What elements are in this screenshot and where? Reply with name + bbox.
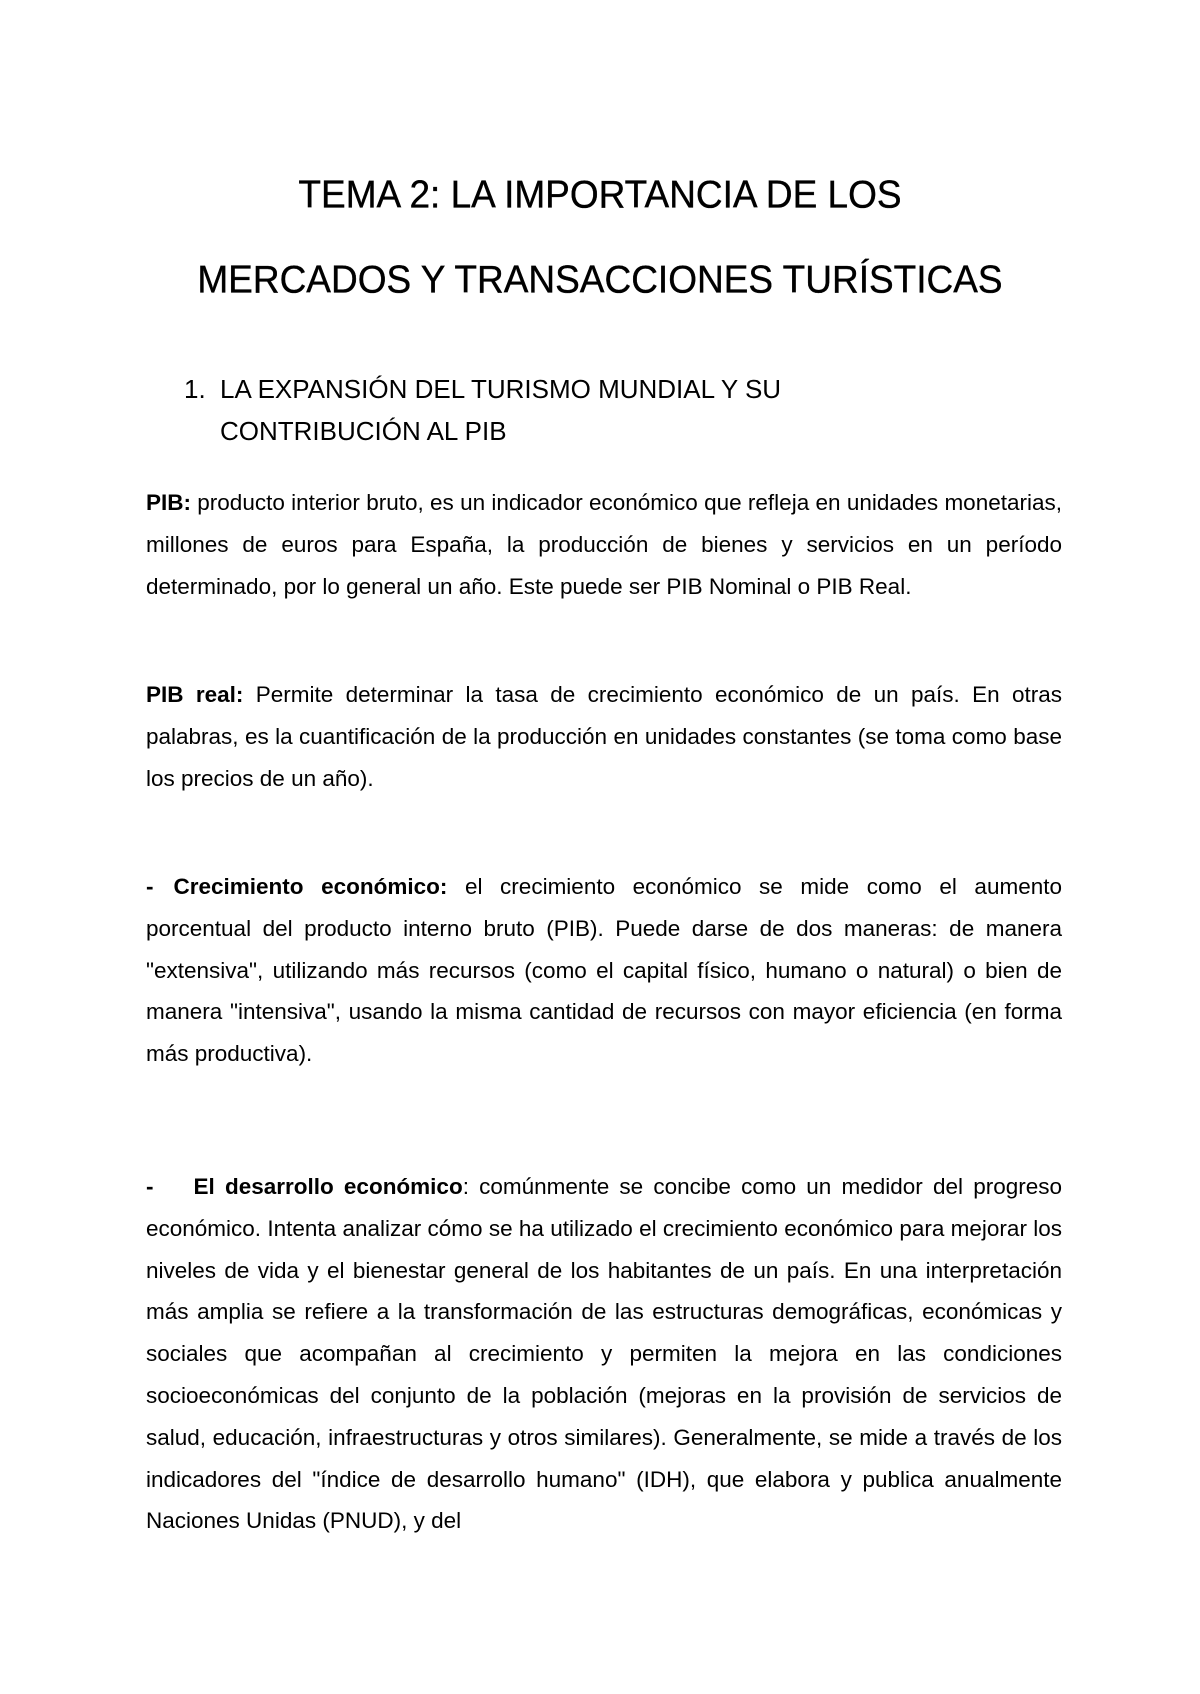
paragraph-desarrollo-text: : comúnmente se concibe como un medidor del progreso económico. Intenta analizar cómo se ha utilizado el crecimiento económico para mejorar los niveles de vida y el bienestar general de los habitantes de un país. En una interpretación más amplia se refiere a la transformación de las estructuras demográficas, económicas y sociales que acompañan al crecimiento y permiten la mejora en las condiciones socioeconómicas del conjunto de la población (mejoras en la provisión de servicios de salud, educación, infraestructuras y otros similares). Generalmente, se mide a través de los indicadores del "índice de desarrollo humano" (IDH), que elabora y publica anualmente Naciones Unidas (PNUD), y del bbox=[146, 1174, 1062, 1534]
term-desarrollo-economico: El desarrollo económico bbox=[193, 1174, 463, 1199]
term-crecimiento-economico: Crecimiento económico: bbox=[173, 874, 448, 899]
section-number: 1. bbox=[184, 374, 206, 404]
paragraph-pib-text: producto interior bruto, es un indicador económico que refleja en unidades monetarias, millones de euros para España, la producción de bienes y servicios en un período determinado, por lo general un año. Este puede ser PIB Nominal o PIB Real. bbox=[146, 490, 1062, 599]
paragraph-pib-real bbox=[146, 674, 1062, 799]
section-heading-text: LA EXPANSIÓN DEL TURISMO MUNDIAL Y SU CONTRIBUCIÓN AL PIB bbox=[220, 374, 782, 446]
paragraph-crecimiento-text: el crecimiento económico se mide como el aumento porcentual del producto interno bruto (PIB). Puede darse de dos maneras: de manera "extensiva", utilizando más recursos (como el capital físico, humano o natural) o bien de manera "intensiva", usando la misma cantidad de recursos con mayor eficiencia (en forma más productiva). bbox=[146, 874, 1062, 1067]
document-title-line-2: MERCADOS Y TRANSACCIONES TURÍSTICAS bbox=[197, 258, 1003, 301]
paragraph-pib-real-text: Permite determinar la tasa de crecimiento económico de un país. En otras palabras, es la cuantificación de la producción en unidades constantes (se toma como base los precios de un año). bbox=[146, 682, 1062, 791]
term-pib-real: PIB real: bbox=[146, 682, 244, 707]
paragraph-pib bbox=[146, 482, 1062, 607]
bullet-dash: - bbox=[146, 874, 154, 899]
bullet-dash: - bbox=[146, 1174, 154, 1199]
paragraph-crecimiento-economico bbox=[146, 866, 1062, 1075]
paragraph-desarrollo-economico bbox=[146, 1166, 1062, 1542]
document-title-line-1: TEMA 2: LA IMPORTANCIA DE LOS bbox=[298, 173, 902, 216]
term-pib: PIB: bbox=[146, 490, 191, 515]
